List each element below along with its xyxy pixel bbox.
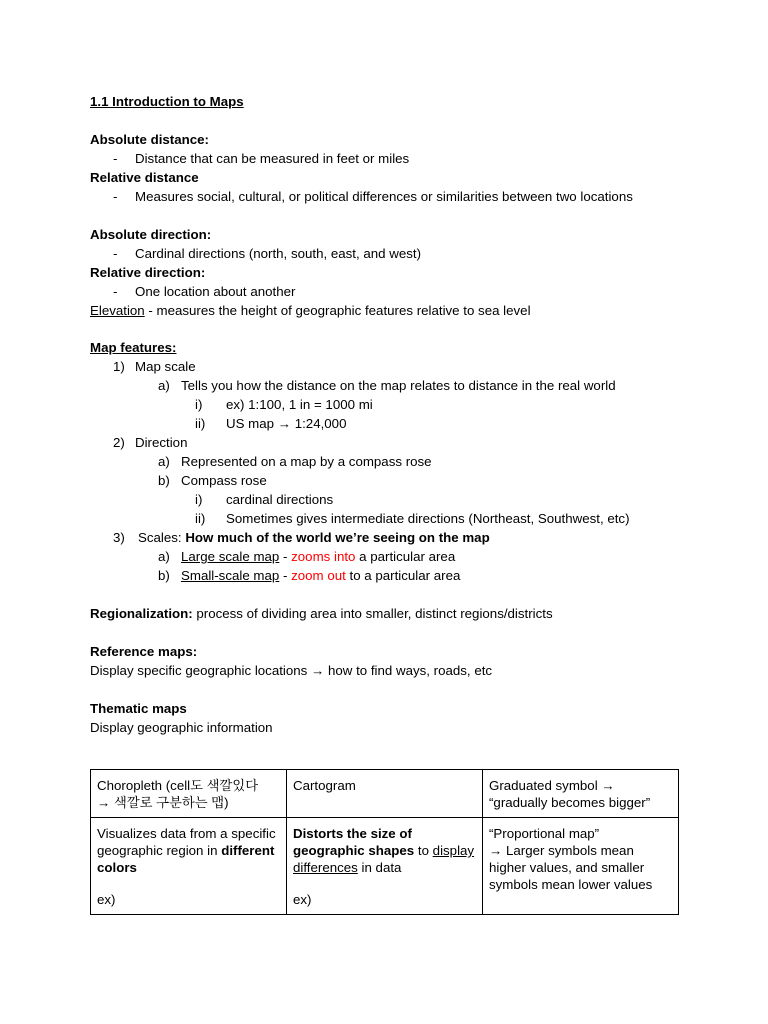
list-roman: i): [195, 492, 203, 508]
cartogram-header-line1: Cartogram: [293, 778, 356, 793]
list-item: [90, 566, 690, 585]
absolute-distance-item: [90, 149, 690, 168]
list-label: [181, 566, 460, 585]
map-features-heading: Map features:: [90, 340, 177, 356]
large-scale-term: Large scale map: [181, 549, 280, 565]
relative-direction-text: One location about another: [135, 283, 296, 299]
choropleth-text: [97, 825, 280, 876]
list-letter: a): [158, 378, 170, 394]
absolute-direction-item: [90, 244, 690, 263]
choropleth-text-plain: Visualizes data from a specific geographic region in: [97, 826, 276, 858]
list-label: ex) 1:100, 1 in = 1000 mi: [226, 397, 373, 413]
list-number: 1): [113, 359, 125, 375]
list-label: Sometimes gives intermediate directions (Northeast, Southwest, etc): [226, 511, 630, 527]
cartogram-text-bold: Distorts the size of geographic shapes: [293, 826, 415, 858]
choropleth-text-bold: different colors: [97, 843, 275, 875]
list-item: [90, 452, 690, 471]
absolute-distance-text: Distance that can be measured in feet or miles: [135, 150, 410, 166]
bullet-dash: -: [113, 245, 118, 261]
relative-distance-item: [90, 187, 690, 206]
reference-maps-text: Display specific geographic locations → how to find ways, roads, etc: [90, 662, 493, 678]
absolute-direction-heading: Absolute direction:: [90, 226, 212, 242]
cartogram-example: ex): [293, 892, 312, 907]
regionalization-definition: process of dividing area into smaller, distinct regions/districts: [192, 606, 553, 622]
list-letter: b): [158, 568, 170, 584]
elevation-line: [90, 301, 690, 320]
table-header-row: [91, 770, 679, 818]
absolute-direction-text: Cardinal directions (north, south, east, and west): [135, 245, 422, 261]
choropleth-header: [91, 770, 287, 818]
graduated-text-line1: “Proportional map”: [489, 826, 600, 841]
list-letter: b): [158, 473, 170, 489]
thematic-maps-text: Display geographic information: [90, 719, 273, 735]
thematic-maps-heading: Thematic maps: [90, 700, 187, 716]
cartogram-text-underlined: display differences: [293, 843, 475, 875]
relative-distance-heading: Relative distance: [90, 169, 199, 185]
reference-maps-heading: Reference maps:: [90, 643, 198, 659]
separator: -: [279, 568, 292, 584]
list-item: [90, 357, 690, 376]
list-label: cardinal directions: [226, 492, 334, 508]
list-label: Direction: [135, 435, 188, 451]
bullet-dash: -: [113, 150, 118, 166]
list-item: [90, 547, 690, 566]
list-roman: ii): [195, 511, 206, 527]
graduated-header-line2: “gradually becomes bigger”: [489, 795, 651, 810]
thematic-maps-table: [90, 769, 679, 915]
list-label: Map scale: [135, 359, 196, 375]
choropleth-header-line1: Choropleth (cell도 색깔있다: [97, 778, 259, 793]
cartogram-header: [287, 770, 483, 818]
zooms-into-highlight: zooms into: [291, 549, 356, 565]
graduated-header-line1: Graduated symbol →: [489, 778, 615, 793]
list-item: [90, 433, 690, 452]
list-item: [90, 395, 690, 414]
list-item: [90, 471, 690, 490]
graduated-symbol-description: [483, 818, 679, 915]
list-rest: to a particular area: [345, 568, 461, 584]
list-item: [90, 490, 690, 509]
absolute-distance-heading: Absolute distance:: [90, 131, 209, 147]
list-label: Represented on a map by a compass rose: [181, 454, 432, 470]
graduated-text-line2: → Larger symbols mean higher values, and smaller symbols mean lower values: [489, 843, 653, 892]
relative-distance-text: Measures social, cultural, or political differences or similarities between two locations: [135, 188, 633, 204]
list-label: [181, 547, 455, 566]
scales-bold-label: How much of the world we’re seeing on the map: [185, 530, 490, 546]
list-rest: a particular area: [355, 549, 456, 565]
list-label: Compass rose: [181, 473, 267, 489]
choropleth-example: ex): [97, 892, 116, 907]
list-item: [90, 376, 690, 395]
list-letter: a): [158, 454, 170, 470]
elevation-definition: - measures the height of geographic features relative to sea level: [144, 302, 531, 318]
regionalization-term: Regionalization:: [90, 606, 193, 622]
list-item: [90, 414, 690, 433]
table-row: [91, 818, 679, 915]
list-item: [90, 528, 690, 547]
page-title: 1.1 Introduction to Maps: [90, 94, 244, 109]
list-number: 3): [113, 530, 125, 546]
notes-document: [90, 92, 690, 737]
list-letter: a): [158, 549, 170, 565]
relative-direction-item: [90, 282, 690, 301]
list-roman: i): [195, 397, 203, 413]
zoom-out-highlight: zoom out: [291, 568, 346, 584]
choropleth-description: [91, 818, 287, 915]
bullet-dash: -: [113, 188, 118, 204]
list-number: 2): [113, 435, 125, 451]
graduated-symbol-header: [483, 770, 679, 818]
cartogram-text-plain2: in data: [357, 860, 402, 875]
cartogram-text: [293, 825, 476, 876]
bullet-dash: -: [113, 283, 118, 299]
list-label: US map → 1:24,000: [226, 416, 347, 432]
regionalization-line: [90, 604, 690, 623]
elevation-term: Elevation: [90, 302, 145, 318]
list-roman: ii): [195, 416, 206, 432]
choropleth-header-line2: → 색깔로 구분하는 맵): [97, 795, 229, 810]
cartogram-description: [287, 818, 483, 915]
cartogram-text-plain: to: [414, 843, 433, 858]
list-label: Tells you how the distance on the map relates to distance in the real world: [181, 378, 616, 394]
scales-label: Scales:: [138, 530, 186, 546]
relative-direction-heading: Relative direction:: [90, 264, 206, 280]
separator: -: [279, 549, 292, 565]
list-item: [90, 509, 690, 528]
list-label: [138, 528, 490, 547]
small-scale-term: Small-scale map: [181, 568, 280, 584]
